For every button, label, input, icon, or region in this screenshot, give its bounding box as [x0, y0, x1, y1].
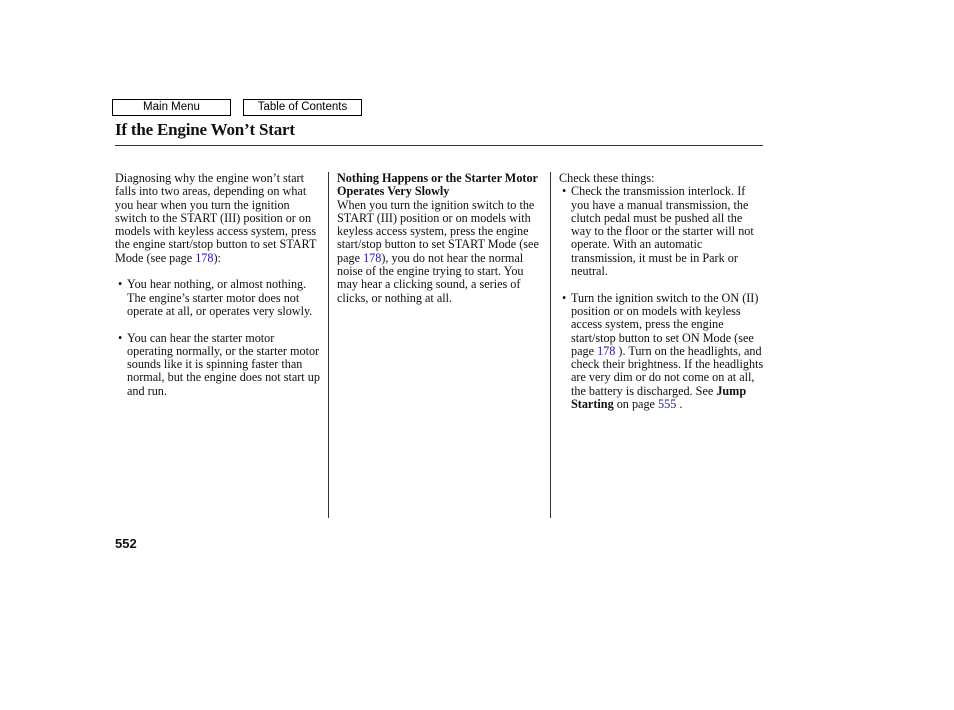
column-divider-2 — [550, 172, 551, 518]
intro-paragraph — [115, 172, 320, 265]
jump-starting-reference: Jump Starting — [571, 383, 747, 412]
column-3 — [559, 172, 764, 411]
bullet-icon: • — [118, 277, 123, 292]
page-178-link[interactable]: 178 — [195, 250, 214, 265]
body-end-text: ), you do not hear the normal noise of the engine trying to start. You may hear a clicking sound, a series of clicks, or nothing at all. — [337, 250, 524, 305]
bullet-text: You can hear the starter motor operating normally, or the starter motor sounds like it is spinning faster than normal, but the engine does not start up and run. — [127, 330, 320, 398]
bullet-icon: • — [562, 184, 567, 199]
intro-end-text: ): — [213, 250, 221, 265]
list-item — [115, 332, 320, 398]
main-menu-button[interactable]: Main Menu — [112, 99, 231, 116]
page-178-link[interactable]: 178 — [597, 343, 616, 358]
checklist-intro: Check these things: — [559, 171, 655, 185]
bullet-icon: • — [562, 290, 567, 305]
page-number: 552 — [115, 536, 137, 551]
column-divider-1 — [328, 172, 329, 518]
page-178-link[interactable]: 178 — [363, 250, 382, 265]
section-heading: Nothing Happens or the Starter Motor Operates Very Slowly — [337, 171, 538, 199]
list-item — [559, 185, 764, 278]
column-1 — [115, 172, 320, 398]
intro-text: Diagnosing why the engine won’t start falls into two areas, depending on what you hear when you turn the ignition switch to the START (III) position or on models with keyless access system, press the engine start/stop button to set START Mode (see page — [115, 171, 317, 265]
bullet-text: Check the transmission interlock. If you have a manual transmission, the clutch pedal must be pushed all the way to the floor or the starter will not operate. With an automatic transmission, it must be in Park or neutral. — [571, 184, 754, 279]
bullet-text — [571, 292, 764, 412]
bullet-text: You hear nothing, or almost nothing. The engine’s starter motor does not operate at all, or operates very slowly. — [127, 277, 313, 318]
page-555-link[interactable]: 555 — [658, 397, 677, 412]
list-item — [559, 292, 764, 412]
page-title: If the Engine Won’t Start — [115, 120, 295, 139]
bullet-icon: • — [118, 330, 123, 345]
bullet-text-start: Turn the ignition switch to the ON (II) position or on models with keyless access system, press the engine start/stop button to set ON Mode (see page — [571, 290, 759, 358]
title-divider — [115, 145, 763, 146]
list-item — [115, 278, 320, 318]
bullet-end-text: . — [679, 397, 683, 412]
body-text: When you turn the ignition switch to the START (III) position or on models with keyless access system, press the engine start/stop button to set START Mode (see page — [337, 197, 539, 265]
section-body — [337, 199, 542, 305]
on-page-text: on page — [616, 397, 655, 412]
table-of-contents-button[interactable]: Table of Contents — [243, 99, 362, 116]
bullet-text-mid: ). Turn on the headlights, and check their brightness. If the headlights are very dim or do not come on at all, the battery is discharged. See — [571, 343, 764, 398]
column-2 — [337, 172, 542, 305]
